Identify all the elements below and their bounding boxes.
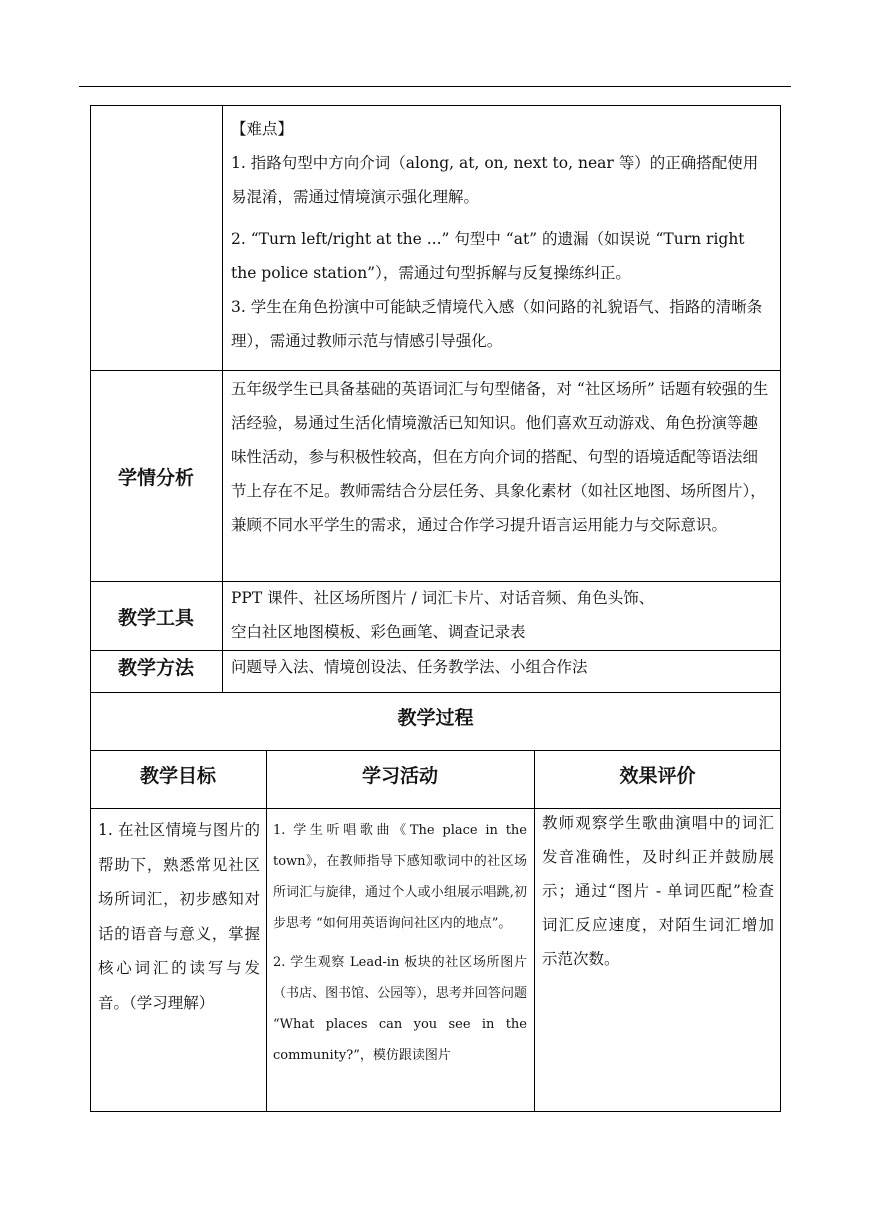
difficulty-item-2: 2. “Turn left/right at the ...” 句型中 “at” 的遗漏（如误说 “Turn right the police station”），需通过句型拆解与反复操练纠正。	[231, 230, 745, 282]
difficulty-item-3: 3. 学生在角色扮演中可能缺乏情境代入感（如问路的礼貌语气、指路的清晰条理），需通过教师示范与情感引导强化。	[231, 298, 763, 350]
header-goal: 教学目标	[139, 764, 216, 787]
tools-text	[231, 581, 773, 649]
activity-item-1: 1. 学生听唱歌曲《The place in the town》，在教师指导下感知歌词中的社区场所词汇与旋律，通过个人或小组展示唱跳,初步思考 “如何用英语询问社区内的地点”。	[273, 823, 527, 931]
methods-text	[231, 650, 773, 684]
methods-label: 教学方法	[117, 656, 194, 679]
header-rule	[79, 86, 791, 87]
difficulty-heading: 【难点】	[231, 120, 294, 138]
methods-paragraph: 问题导入法、情境创设法、任务教学法、小组合作法	[231, 658, 588, 676]
evaluation-text: 教师观察学生歌曲演唱中的词汇发音准确性，及时纠正并鼓励展示；通过“图片 - 单词匹配”检查词汇反应速度，对陌生词汇增加示范次数。	[542, 814, 774, 968]
activity-item-2: 2. 学生观察 Lead-in 板块的社区场所图片（书店、图书馆、公园等），思考并回答问题 “What places can you see in the community?”，模仿跟读图片	[273, 955, 527, 1063]
tools-line-2: 空白社区地图模板、彩色画笔、调查记录表	[231, 623, 526, 641]
learner-analysis-label: 学情分析	[117, 466, 194, 489]
difficulty-cell	[231, 112, 773, 358]
evaluation-cell	[542, 806, 774, 976]
column-divider	[534, 750, 535, 1112]
tools-line-1: PPT 课件、社区场所图片 / 词汇卡片、对话音频、角色头饰、	[231, 589, 655, 607]
tools-label: 教学工具	[117, 606, 194, 629]
activities-cell	[273, 815, 527, 1071]
process-title: 教学过程	[397, 706, 474, 729]
learner-analysis-text	[231, 372, 773, 542]
column-divider	[266, 750, 267, 1112]
goal-text: 1. 在社区情境与图片的帮助下，熟悉常见社区场所词汇，初步感知对话的语音与意义，掌握核心词汇的读写与发音。（学习理解）	[98, 821, 260, 1012]
difficulty-item-1: 1. 指路句型中方向介词（along, at, on, next to, near 等）的正确搭配使用易混淆，需通过情境演示强化理解。	[231, 154, 759, 206]
header-activity: 学习活动	[361, 764, 438, 787]
goal-cell	[98, 813, 260, 1020]
column-divider	[222, 105, 223, 692]
learner-analysis-paragraph: 五年级学生已具备基础的英语词汇与句型储备，对 “社区场所” 话题有较强的生活经验，易通过生活化情境激活已知知识。他们喜欢互动游戏、角色扮演等趣味性活动，参与积极性较高，但在方向介词的搭配、句型的语境适配等语法细节上存在不足。教师需结合分层任务、具象化素材（如社区地图、场所图片），兼顾不同水平学生的需求，通过合作学习提升语言运用能力与交际意识。	[231, 380, 769, 534]
header-evaluation: 效果评价	[619, 764, 696, 787]
